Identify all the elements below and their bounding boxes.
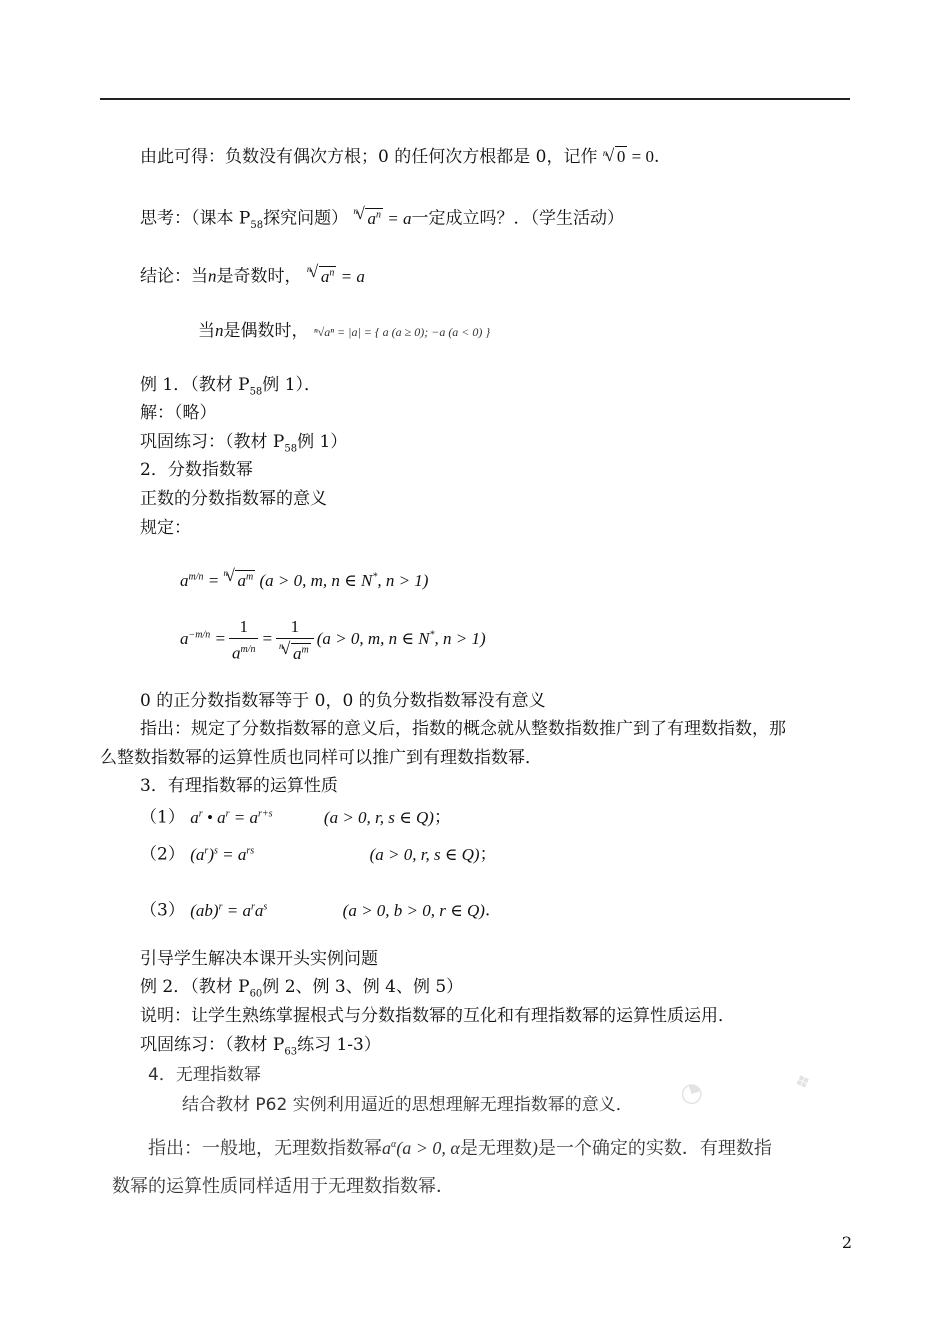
math-root-an: √ n $a^n = a$ bbox=[353, 209, 411, 228]
text-line-9: 正数的分数指数幂的意义 bbox=[140, 489, 327, 509]
text-line-11: 0 的正分数指数幂等于 0，0 的负分数指数幂没有意义 bbox=[140, 691, 546, 711]
text-line-20: 结合教材 P62 实例利用逼近的思想理解无理指数幂的意义． bbox=[182, 1095, 633, 1115]
text-line-22: 数幂的运算性质同样适用于无理数指数幂． bbox=[112, 1176, 454, 1197]
section-heading-2: 2．分数指数幂 bbox=[140, 460, 253, 480]
text-line-16: 例 2．（教材 $P_{60}$例 2、例 3、例 4、例 5） bbox=[140, 977, 464, 1000]
text-line-18: 巩固练习：（教材 $P_{63}$练习 1-3） bbox=[140, 1035, 381, 1058]
property-2: （2） $(a^r)^s = a^{rs}$ (a > 0, r, s ∈ Q)； bbox=[140, 844, 497, 865]
formula-frac-power: $a^{m/n}$ = √ n $a^m$ (a > 0, m, n ∈ N*, n > 1) bbox=[180, 566, 428, 592]
text-line-7: 巩固练习：（教材 $P_{58}$例 1） bbox=[140, 432, 348, 455]
page-number: 2 bbox=[841, 1233, 852, 1252]
text-line-3: 结论：当n是奇数时， √ n $a^n = a$ bbox=[140, 262, 365, 288]
header-rule bbox=[100, 98, 850, 100]
math-root-zero: √ n 0 = 0 bbox=[603, 147, 654, 166]
text-line-2: 思考：（课本 $P_{58}$探究问题） √ n $a^n = a$一定成立吗？．（学生活动） bbox=[140, 204, 624, 237]
text-line-10: 规定： bbox=[140, 518, 191, 538]
property-3: （3） $(ab)^r = a^ra^s$ (a > 0, b > 0, r ∈ Q). bbox=[140, 900, 491, 921]
math-even-root: ⁿ√aⁿ = |a| = { a (a ≥ 0); −a (a < 0) } bbox=[313, 325, 491, 339]
watermark-icon: ❖ bbox=[791, 1069, 815, 1096]
section-heading-4: 4．无理指数幂 bbox=[148, 1065, 261, 1085]
section-heading-3: 3．有理指数幂的运算性质 bbox=[140, 776, 338, 796]
watermark-icon: ◔ bbox=[675, 1075, 708, 1111]
text-line-1: 由此可得：负数没有偶次方根；0 的任何次方根都是 0，记作 √ n 0 = 0. bbox=[140, 146, 659, 168]
math-odd-root: √ n $a^n = a$ bbox=[307, 267, 365, 286]
text-line-21: 指出：一般地，无理数指数幂$a^\alpha(a > 0$, α是无理数)是一个确定的实数．有理数指 bbox=[148, 1138, 772, 1159]
formula-neg-frac-power: $a^{-m/n}$ = $\frac{1}{a^{m/n}}$ = 1 √ n $a^m$ (a > 0, m, n ∈ N*, n > 1) bbox=[180, 616, 486, 665]
property-1: （1） $a^r$ • $a^r = a^{r+s}$ (a > 0, r, s ∈ Q)； bbox=[140, 807, 451, 828]
text-line-6: 解：（略） bbox=[140, 403, 217, 423]
text-line-15: 引导学生解决本课开头实例问题 bbox=[140, 949, 378, 969]
text-line-4: 当n是偶数时， ⁿ√aⁿ = |a| = { a (a ≥ 0); −a (a < 0) } bbox=[198, 321, 491, 341]
text-line-17: 说明：让学生熟练掌握根式与分数指数幂的互化和有理指数幂的运算性质运用． bbox=[140, 1006, 735, 1026]
text-line-13: 么整数指数幂的运算性质也同样可以推广到有理数指数幂． bbox=[100, 748, 542, 768]
text-line-12: 指出：规定了分数指数幂的意义后，指数的概念就从整数指数推广到了有理数指数，那 bbox=[140, 719, 786, 739]
text-line-5: 例 1．（教材 $P_{58}$例 1）． bbox=[140, 375, 322, 398]
